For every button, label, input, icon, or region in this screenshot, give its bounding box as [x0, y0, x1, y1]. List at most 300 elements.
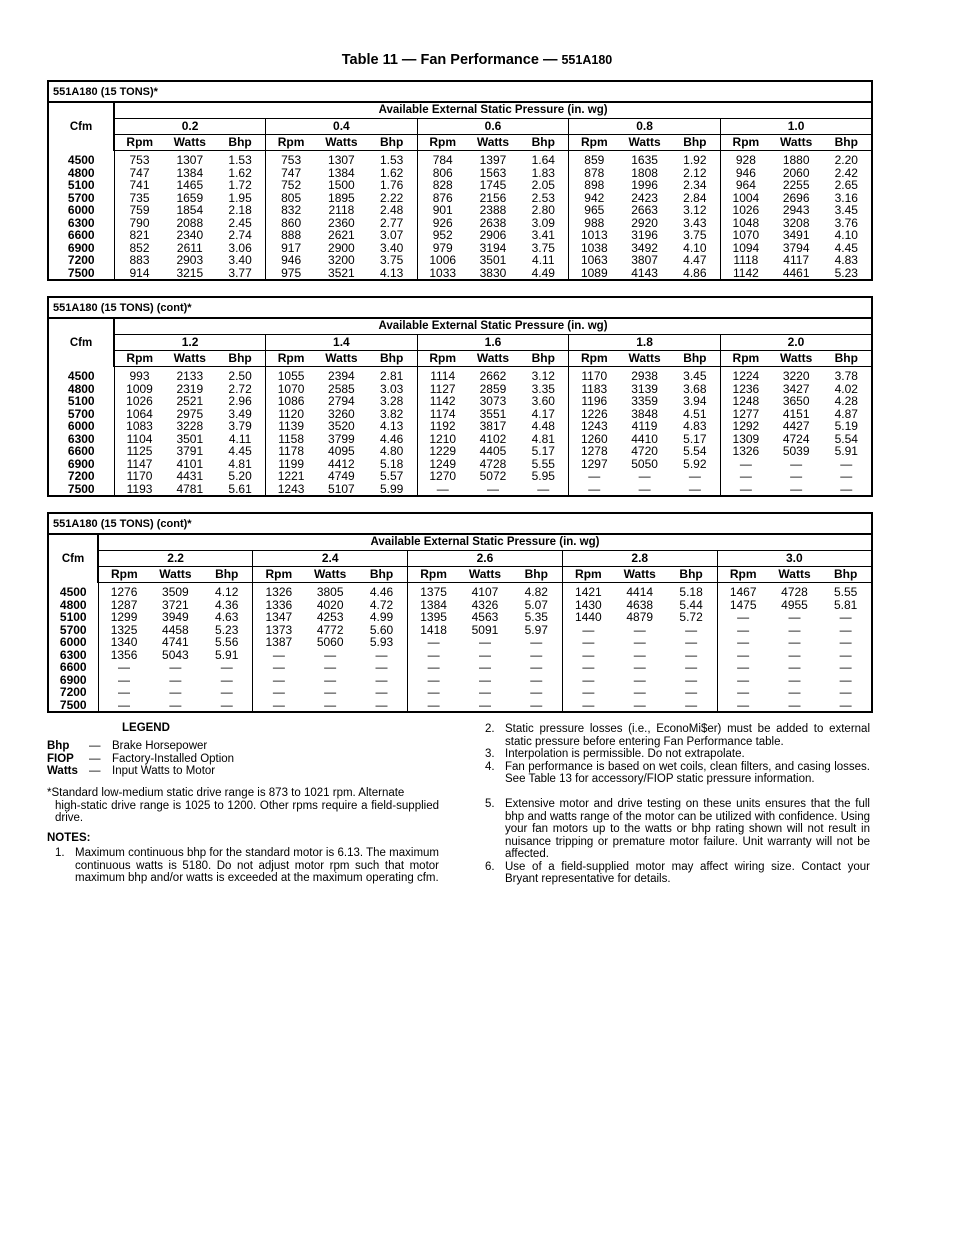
watts-header: Watts [165, 135, 216, 151]
table-cell: 2.18 [215, 204, 266, 217]
table-cell: 1270 [429, 469, 457, 483]
table-cell: 3.49 [215, 408, 266, 421]
table-cell: — [272, 660, 285, 674]
table-cell: 2975 [176, 406, 204, 421]
watts-header: Watts [771, 351, 822, 367]
table-row [48, 483, 872, 497]
table-cell: 1336 [265, 597, 293, 612]
table-cell: — [820, 699, 872, 713]
table-cell: — [666, 674, 718, 687]
table-cell: — [324, 685, 337, 699]
table-cell: 5.72 [666, 611, 718, 624]
table-row [48, 395, 872, 408]
note-6: 6. Use of a field-supplied motor may affect wiring size. Contact your Bryant representative for details. [485, 860, 870, 885]
cfm-cell: 5700 [48, 624, 98, 637]
table-cell: 4.81 [518, 433, 569, 446]
table-cell: — [821, 470, 872, 483]
table-cell: 2118 [328, 203, 355, 217]
notes-title: NOTES: [47, 832, 91, 844]
table-cell: 3491 [782, 228, 810, 242]
table-cell: 2638 [479, 215, 507, 230]
pressure-header: 1.4 [266, 335, 418, 351]
table-cell: 4.13 [367, 420, 418, 433]
table-cell: — [427, 672, 440, 687]
table-cell: 1563 [479, 165, 507, 180]
table-cell: 3.45 [821, 204, 872, 217]
bhp-header: Bhp [670, 351, 721, 367]
table-cell: 4.11 [518, 254, 569, 267]
watts-header: Watts [771, 135, 822, 151]
table-cell: 753 [129, 153, 150, 167]
table-cell: — [666, 661, 718, 674]
table-cell: 2938 [631, 369, 658, 383]
rpm-header: Rpm [569, 135, 620, 151]
table-cell: 5.91 [201, 649, 253, 662]
title-main: Table 11 — Fan Performance — [341, 52, 562, 68]
table-cell: 1808 [631, 165, 658, 180]
table-cell: — [737, 635, 750, 649]
table-cell: 4728 [781, 585, 808, 599]
bhp-header: Bhp [518, 351, 569, 367]
table-cell: 942 [584, 190, 605, 205]
watts-header: Watts [459, 567, 511, 583]
table-cell: 3.77 [215, 267, 266, 281]
cfm-cell: 6300 [48, 649, 98, 662]
table-cell: 5060 [316, 635, 344, 649]
table-cell: 2943 [782, 203, 810, 217]
table-cell: 1249 [429, 456, 457, 471]
table-cell: — [511, 636, 563, 649]
aesp-header: Available External Static Pressure (in. wg) [114, 318, 872, 335]
title-model: 551A180 [561, 53, 613, 67]
table-cell: 5050 [631, 456, 658, 471]
table-row [48, 179, 872, 192]
table-cell: 2859 [479, 381, 507, 396]
table-cell: 3.28 [367, 395, 418, 408]
table-cell: 1243 [580, 419, 608, 433]
pressure-header: 1.8 [569, 335, 721, 351]
cfm-cell: 6900 [48, 242, 114, 255]
table-cell: 5.99 [367, 483, 418, 497]
table-cell: 2.50 [215, 367, 266, 383]
table-cell: — [820, 686, 872, 699]
table-cell: 3551 [479, 406, 507, 421]
table-cell: 1139 [278, 419, 305, 433]
table-cell: 5.18 [666, 583, 718, 599]
table-cell: — [788, 622, 801, 637]
table-cell: 2621 [328, 228, 355, 242]
table-cell: 4.87 [821, 408, 872, 421]
table-cell: 1063 [580, 253, 608, 267]
table-cell: 3492 [631, 240, 658, 255]
table-cell: 5.60 [356, 624, 408, 637]
table-cell: 1013 [580, 228, 608, 242]
table-cell: — [821, 458, 872, 471]
cfm-cell: 4500 [48, 367, 114, 383]
table-cell: 3501 [176, 431, 204, 446]
table-cell: 2900 [328, 240, 355, 255]
table-cell: 3196 [631, 228, 658, 242]
table-cell: 964 [735, 178, 756, 192]
table-cell: 4.36 [201, 599, 253, 612]
table-cell: — [408, 699, 460, 713]
table-cell: 790 [129, 215, 150, 230]
table-cell: 1026 [126, 394, 153, 408]
table-cell: — [820, 636, 872, 649]
table-cell: 1.72 [215, 179, 266, 192]
table-cell: 1236 [732, 381, 760, 396]
fan-table-2 [47, 296, 873, 497]
table-cell: 806 [432, 165, 453, 180]
table-cell: 3.07 [367, 229, 418, 242]
bhp-header: Bhp [518, 135, 569, 151]
table-cell: 2.34 [670, 179, 721, 192]
table-cell: 2.53 [518, 192, 569, 205]
aesp-header: Available External Static Pressure (in. wg) [114, 102, 872, 119]
table-cell: 3509 [162, 585, 189, 599]
rpm-header: Rpm [114, 351, 165, 367]
table-cell: 3.75 [518, 242, 569, 255]
table-cell: 1.76 [367, 179, 418, 192]
cfm-cell: 6900 [48, 674, 98, 687]
table-cell: — [511, 661, 563, 674]
table-cell: 2319 [176, 381, 204, 396]
table-cell: 3791 [176, 444, 204, 458]
table-cell: 1430 [575, 597, 602, 612]
table-cell: 4.48 [518, 420, 569, 433]
pressure-header: 2.8 [562, 551, 717, 567]
table-cell: 4.80 [367, 445, 418, 458]
bhp-header: Bhp [511, 567, 563, 583]
table-cell: 1854 [176, 203, 204, 217]
table-cell: — [427, 635, 440, 649]
table-cell: 2.81 [367, 367, 418, 383]
table-cell: — [820, 661, 872, 674]
table-cell: 1307 [176, 153, 204, 167]
table-cell: 1373 [265, 622, 293, 637]
table-cell: 1745 [479, 178, 507, 192]
table-cell: — [427, 660, 440, 674]
cfm-cell: 7500 [48, 699, 98, 713]
table-cell: — [169, 660, 182, 674]
table-cell: 4.99 [356, 611, 408, 624]
table-cell: 1006 [429, 253, 457, 267]
table-cell: — [666, 624, 718, 637]
table-cell: — [820, 674, 872, 687]
watts-header: Watts [614, 567, 666, 583]
rpm-header: Rpm [562, 567, 614, 583]
table-cell: — [582, 660, 595, 674]
table-cell: 4.46 [356, 583, 408, 599]
table-cell: — [478, 660, 491, 674]
cfm-cell: 6600 [48, 661, 98, 674]
table-cell: 5.57 [367, 470, 418, 483]
table-cell: 5.17 [670, 433, 721, 446]
table-cell: 2.84 [670, 192, 721, 205]
bhp-header: Bhp [215, 351, 266, 367]
table-cell: 1307 [328, 153, 355, 167]
table-cell: 1384 [176, 165, 204, 180]
table-cell: 2088 [176, 215, 204, 230]
table-cell: — [478, 672, 491, 687]
table-cell: 5043 [162, 647, 189, 662]
table-cell: 1142 [720, 267, 771, 281]
table-cell: 1127 [429, 381, 456, 396]
table-cell: 2.22 [367, 192, 418, 205]
table-cell: 5.97 [511, 624, 563, 637]
table-cell: 1467 [729, 585, 757, 599]
table-cell: 832 [281, 203, 302, 217]
table-cell: 3215 [165, 267, 216, 281]
table-cell: 1226 [580, 406, 608, 421]
table-cell: 2156 [479, 190, 507, 205]
table-cell: — [821, 483, 872, 497]
table-cell: 4102 [479, 431, 507, 446]
table-cell: 1500 [328, 178, 355, 192]
table-cell: — [356, 674, 408, 687]
rpm-header: Rpm [717, 567, 769, 583]
table-cell: 2.96 [215, 395, 266, 408]
table-cell: 3807 [631, 253, 658, 267]
table-cell: 1356 [110, 647, 138, 662]
cfm-header: Cfm [48, 534, 98, 583]
table-cell: 3.12 [670, 204, 721, 217]
table-cell: — [670, 483, 721, 497]
cfm-cell: 4800 [48, 383, 114, 396]
table-caption: 551A180 (15 TONS) (cont)* [48, 297, 872, 318]
table-row [48, 583, 872, 599]
table-cell: 2611 [176, 240, 203, 255]
table-cell: — [666, 649, 718, 662]
cfm-cell: 4500 [48, 151, 114, 167]
table-cell: 2394 [328, 369, 355, 383]
table-cell: 1347 [265, 610, 293, 624]
table-cell: 3.43 [670, 217, 721, 230]
cfm-cell: 6600 [48, 229, 114, 242]
table-cell: 4.10 [670, 242, 721, 255]
table-cell: 2133 [176, 369, 204, 383]
table-cell: 988 [584, 215, 605, 230]
table-cell: 3194 [479, 240, 507, 255]
table-cell: 4143 [619, 267, 670, 281]
table-cell: 2.65 [821, 179, 872, 192]
table-cell: 4.51 [670, 408, 721, 421]
table-cell: 2.72 [215, 383, 266, 396]
cfm-cell: 5100 [48, 611, 98, 624]
table-cell: — [582, 685, 595, 699]
table-cell: 5.18 [367, 458, 418, 471]
table-row [48, 420, 872, 433]
table-cell: — [614, 699, 666, 713]
table-cell: 914 [114, 267, 165, 281]
table-cell: 1192 [429, 419, 456, 433]
table-cell: 2.12 [670, 167, 721, 180]
table-cell: 752 [281, 178, 302, 192]
table-cell: 1421 [575, 585, 602, 599]
table-cell: 1120 [278, 406, 305, 421]
table-cell: 3794 [782, 240, 810, 255]
table-cell: 5107 [316, 483, 367, 497]
table-cell: 3650 [782, 394, 810, 408]
table-row [48, 229, 872, 242]
table-cell: 2060 [782, 165, 810, 180]
rpm-header: Rpm [408, 567, 460, 583]
legend-title: LEGEND [122, 722, 170, 734]
table-cell: 4772 [316, 622, 344, 637]
table-cell: — [201, 661, 253, 674]
table-cell: 2360 [328, 215, 355, 230]
cfm-header: Cfm [48, 102, 114, 151]
table-cell: 4.12 [201, 583, 253, 599]
table-cell: 1170 [126, 469, 153, 483]
table-cell: 4431 [176, 469, 204, 483]
table-cell: 1395 [420, 610, 447, 624]
rpm-header: Rpm [266, 351, 317, 367]
table-cell: 1397 [479, 153, 507, 167]
table-cell: — [771, 483, 822, 497]
table-cell: — [201, 686, 253, 699]
table-cell: 3.76 [821, 217, 872, 230]
table-cell: 4253 [316, 610, 344, 624]
table-cell: 1659 [176, 190, 204, 205]
table-cell: — [588, 469, 601, 483]
table-cell: 3200 [328, 253, 355, 267]
table-cell: 3.06 [215, 242, 266, 255]
table-cell: 5039 [782, 444, 810, 458]
table-cell: 2340 [176, 228, 204, 242]
table-cell: 1375 [420, 585, 447, 599]
table-cell: 2423 [631, 190, 658, 205]
table-cell: 3.09 [518, 217, 569, 230]
table-cell: 3.40 [215, 254, 266, 267]
table-cell: 926 [432, 215, 453, 230]
table-cell: 784 [432, 153, 453, 167]
table-cell: 878 [584, 165, 605, 180]
table-cell: 4410 [631, 431, 658, 446]
table-cell: — [633, 660, 646, 674]
table-cell: 1221 [277, 469, 305, 483]
table-row [48, 445, 872, 458]
table-cell: 735 [129, 190, 150, 205]
table-cell: — [820, 611, 872, 624]
table-cell: 1475 [729, 597, 757, 612]
fan-table-1 [47, 80, 873, 281]
table-cell: — [201, 674, 253, 687]
table-cell: 821 [129, 228, 150, 242]
table-cell: 753 [281, 153, 302, 167]
table-cell: 852 [129, 240, 150, 255]
bhp-header: Bhp [820, 567, 872, 583]
table-cell: 1086 [277, 394, 305, 408]
pressure-header: 1.0 [720, 119, 872, 135]
table-cell: 4.11 [215, 433, 266, 446]
pressure-header: 3.0 [717, 551, 872, 567]
cfm-cell: 6600 [48, 445, 114, 458]
table-cell: 1229 [429, 444, 457, 458]
table-row [48, 686, 872, 699]
table-cell: 4020 [316, 597, 344, 612]
table-cell: 5.95 [518, 470, 569, 483]
table-cell: 1326 [732, 444, 760, 458]
table-cell: 3.75 [367, 254, 418, 267]
table-cell: 1158 [278, 431, 305, 446]
cfm-header: Cfm [48, 318, 114, 367]
table-cell: 5.91 [821, 445, 872, 458]
note-1: 1. Maximum continuous bhp for the standard motor is 6.13. The maximum continuous watts is 5180. Do not adjust motor rpm such that motor maximum bhp and/or watts is exceeded at the maximum operating cfm. [55, 847, 439, 884]
table-cell: 5.20 [215, 470, 266, 483]
table-cell: 4.86 [670, 267, 721, 281]
pressure-header: 2.2 [98, 551, 253, 567]
cfm-cell: 4800 [48, 599, 98, 612]
table-cell: 5.55 [820, 583, 872, 599]
table-cell: 3521 [316, 267, 367, 281]
table-cell: — [737, 672, 750, 687]
table-cell: — [737, 685, 750, 699]
table-cell: — [820, 649, 872, 662]
table-cell: — [272, 685, 285, 699]
table-row [48, 151, 872, 167]
table-cell: 3.68 [670, 383, 721, 396]
table-row [48, 636, 872, 649]
table-cell: 3228 [176, 419, 204, 433]
table-row [48, 699, 872, 713]
table-cell: 1.95 [215, 192, 266, 205]
table-cell: 5.93 [356, 636, 408, 649]
table-cell: 5.61 [215, 483, 266, 497]
table-cell: 4095 [328, 444, 355, 458]
table-cell: 975 [266, 267, 317, 281]
table-cell: 5.07 [511, 599, 563, 612]
cfm-cell: 6000 [48, 420, 114, 433]
table-cell: — [569, 483, 620, 497]
table-cell: 3.35 [518, 383, 569, 396]
table-cell: — [272, 647, 285, 662]
table-cell: 3.45 [670, 367, 721, 383]
table-cell: 2.80 [518, 204, 569, 217]
rpm-header: Rpm [253, 567, 305, 583]
table-cell: 5.35 [511, 611, 563, 624]
table-cell: 4151 [782, 406, 810, 421]
table-cell: 1260 [580, 431, 608, 446]
table-cell: 4119 [631, 419, 658, 433]
watts-header: Watts [316, 135, 367, 151]
table-cell: 2388 [479, 203, 507, 217]
table-cell: 5.17 [518, 445, 569, 458]
bhp-header: Bhp [670, 135, 721, 151]
table-row [48, 661, 872, 674]
table-cell: 1.53 [367, 151, 418, 167]
note-5: 5. Extensive motor and drive testing on these units ensures that the full bhp and watts range of the motor can be utilized with confidence. Using your fan motors up to the watts or bhp rating shown will not result in nuisance tripping or premature motor failure. Unit warranty will not be affected. [485, 798, 870, 860]
table-cell: 3830 [468, 267, 519, 281]
table-cell: — [427, 647, 440, 662]
table-cell: — [788, 635, 801, 649]
table-cell: 1996 [631, 178, 658, 192]
table-cell: 1094 [732, 240, 760, 255]
table-cell: — [356, 661, 408, 674]
table-cell: — [717, 699, 769, 713]
table-cell: — [788, 610, 801, 624]
table-cell: 5091 [471, 622, 499, 637]
table-cell: 4.81 [215, 458, 266, 471]
table-cell: 4749 [328, 469, 355, 483]
table-cell: 805 [281, 190, 302, 205]
table-cell: 1.53 [215, 151, 266, 167]
rpm-header: Rpm [417, 351, 468, 367]
table-cell: 4107 [471, 585, 499, 599]
table-cell: — [468, 483, 519, 497]
table-cell: — [511, 699, 563, 713]
bhp-header: Bhp [367, 351, 418, 367]
